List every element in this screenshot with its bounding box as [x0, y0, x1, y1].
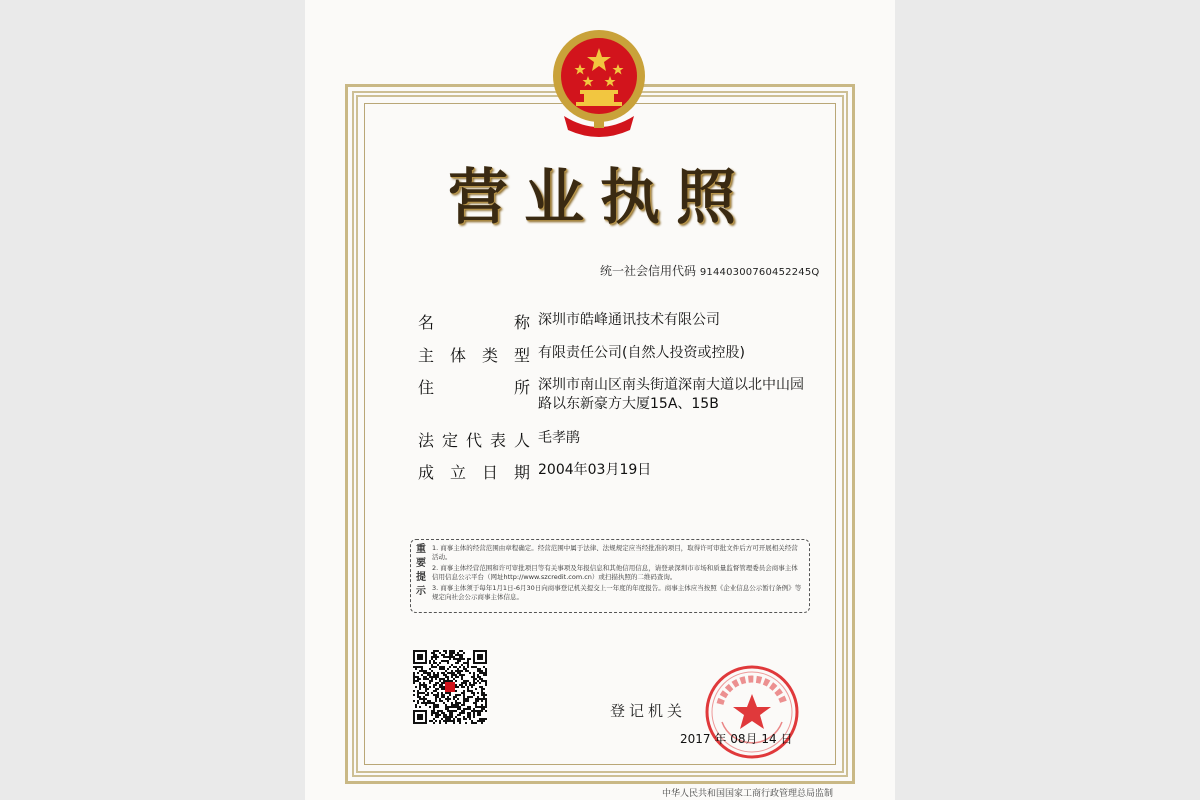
field-value-address: 深圳市南山区南头街道深南大道以北中山园 路以东新豪方大厦15A、15B — [538, 377, 804, 412]
national-emblem-icon — [544, 26, 654, 138]
notice-item: 2. 商事主体经营范围和许可审批项目等有关事项及年报信息和其他信用信息，请登录深圳市市场和质量监督管理委员会商事主体信用信息公示平台（网址http://www.szcredit.com.cn）或扫描执照的二维码查询。 — [432, 564, 798, 581]
notice-item: 3. 商事主体须于每年1月1日-6月30日向商事登记机关提交上一年度的年度报告。商事主体应当按照《企业信息公示暂行条例》等规定向社会公示商事主体信息。 — [432, 584, 802, 601]
credit-code-value: 91440300760452245Q — [699, 267, 820, 278]
right-gutter — [895, 0, 1200, 800]
official-seal-icon — [702, 662, 802, 762]
field-value-established: 2004年03月19日 — [538, 462, 652, 478]
field-label-name: 名 称 — [418, 313, 530, 332]
license-title: 营业执照 — [448, 163, 752, 233]
issue-date: 2017 年 08月 14 日 — [680, 732, 793, 746]
field-value-type: 有限责任公司(自然人投资或控股) — [538, 345, 745, 361]
notice-item: 1. 商事主体的经营范围由章程确定。经营范围中属于法律、法规规定应当经批准的项目，取得许可审批文件后方可开展相关经营活动。 — [432, 544, 798, 561]
field-label-type: 主 体 类 型 — [418, 346, 530, 365]
notice-title: 重 要 提 示 — [416, 544, 426, 597]
registration-authority-label: 登记机关 — [610, 702, 687, 720]
issuer-footer: 中华人民共和国国家工商行政管理总局监制 — [662, 789, 834, 799]
notice-items — [432, 544, 804, 604]
field-value-name: 深圳市皓峰通讯技术有限公司 — [538, 312, 720, 328]
qr-code-icon[interactable] — [413, 650, 487, 724]
left-gutter — [0, 0, 305, 800]
field-value-legal-rep: 毛孝鹃 — [538, 430, 580, 446]
field-label-legal-rep: 法 定 代 表 人 — [418, 431, 530, 450]
field-label-established: 成 立 日 期 — [418, 463, 530, 482]
credit-code — [600, 262, 819, 279]
field-label-address: 住 所 — [418, 378, 530, 397]
credit-code-label: 统一社会信用代码 — [600, 264, 697, 278]
